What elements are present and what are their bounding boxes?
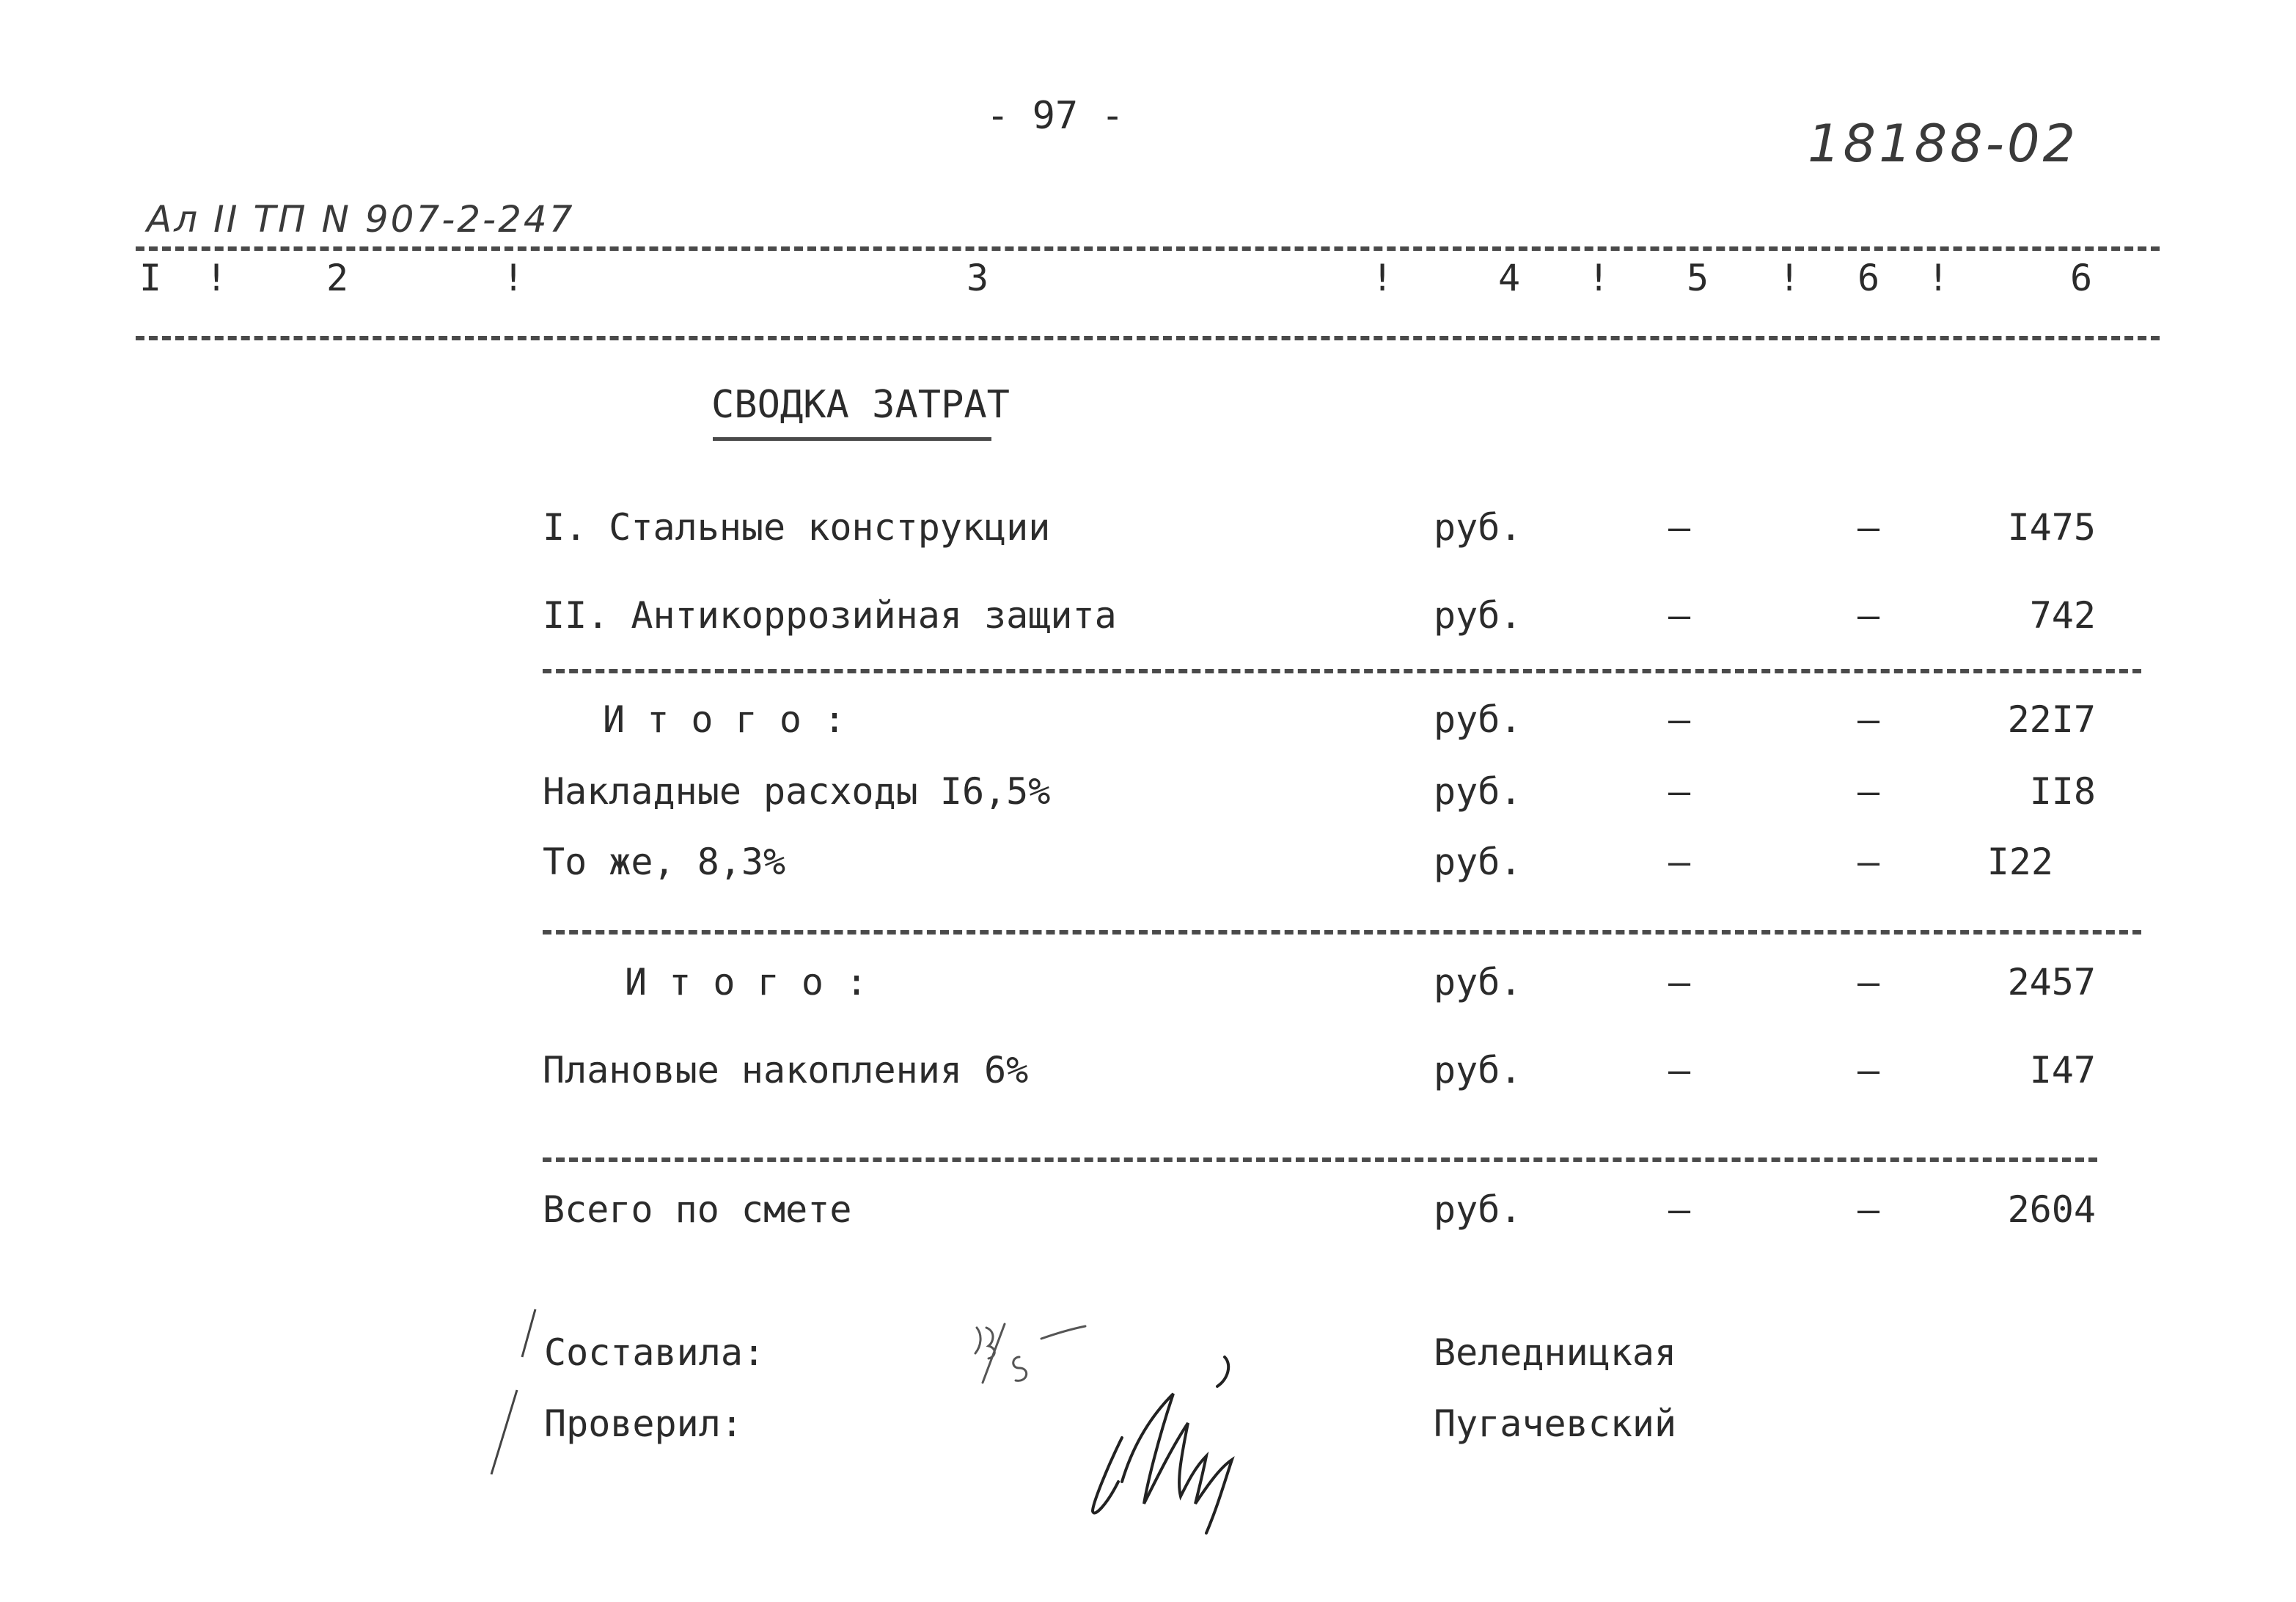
row-label: II. Антикоррозийная защита: [543, 594, 1117, 637]
row-label: То же, 8,3%: [543, 841, 786, 883]
row-col5: –: [1668, 770, 1691, 813]
row-label: Всего по смете: [543, 1188, 852, 1231]
row-col5: –: [1668, 594, 1691, 637]
row-value: 742: [2029, 594, 2096, 637]
column-header-2: 2: [326, 257, 349, 299]
column-header-4: 4: [1498, 257, 1521, 299]
row-value: 2457: [2007, 961, 2096, 1003]
checked-name: Пугачевский: [1434, 1402, 1677, 1445]
column-separator: !: [1588, 257, 1610, 299]
row-label: И т о г о :: [603, 698, 846, 741]
column-separator: !: [1371, 257, 1394, 299]
composed-name: Веледницкая: [1434, 1331, 1677, 1374]
row-value: 22I7: [2007, 698, 2096, 741]
column-header-5: 5: [1687, 257, 1709, 299]
column-separator: !: [502, 257, 525, 299]
column-header-6: 6: [1857, 257, 1880, 299]
row-col5: –: [1668, 841, 1691, 883]
initials-mark: [961, 1313, 1093, 1401]
row-col5: –: [1668, 506, 1691, 549]
row-unit: руб.: [1434, 698, 1522, 741]
row-unit: руб.: [1434, 1049, 1522, 1091]
row-col6: –: [1857, 770, 1880, 813]
column-separator: !: [205, 257, 228, 299]
row-col6: –: [1857, 1188, 1880, 1231]
title-underline: [713, 437, 991, 441]
composed-label: Составила:: [544, 1331, 766, 1374]
row-col6: –: [1857, 1049, 1880, 1091]
row-unit: руб.: [1434, 961, 1522, 1003]
header-bottom-rule: [136, 336, 2160, 340]
column-header-3: 3: [967, 257, 989, 299]
subtotal-rule: [543, 930, 2141, 934]
stamp-number: 18188-02: [1808, 114, 2079, 174]
row-col6: –: [1857, 594, 1880, 637]
column-header-1: I: [139, 257, 162, 299]
row-col6: –: [1857, 841, 1880, 883]
page-number: - 97 -: [986, 94, 1124, 138]
row-unit: руб.: [1434, 1188, 1522, 1231]
row-label: И т о г о :: [625, 961, 868, 1003]
header-top-rule: [136, 246, 2160, 251]
row-col6: –: [1857, 506, 1880, 549]
tick-mark-icon: [484, 1386, 528, 1482]
row-label: Накладные расходы I6,5%: [543, 770, 1051, 813]
column-header-7: 6: [2070, 257, 2093, 299]
row-col6: –: [1857, 698, 1880, 741]
row-col5: –: [1668, 698, 1691, 741]
archive-reference: Ал II ТП N 907-2-247: [147, 198, 575, 241]
checked-label: Проверил:: [544, 1402, 743, 1445]
row-value: 2604: [2007, 1188, 2096, 1231]
row-col5: –: [1668, 1188, 1691, 1231]
column-separator: !: [1778, 257, 1801, 299]
signature-scribble: [1078, 1335, 1269, 1540]
row-value: II8: [2029, 770, 2096, 813]
row-value: I22: [1987, 841, 2053, 883]
row-unit: руб.: [1434, 770, 1522, 813]
row-col6: –: [1857, 961, 1880, 1003]
row-unit: руб.: [1434, 841, 1522, 883]
row-unit: руб.: [1434, 506, 1522, 549]
row-value: I475: [2007, 506, 2096, 549]
total-rule: [543, 1157, 2097, 1162]
section-title: СВОДКА ЗАТРАТ: [711, 383, 1010, 427]
row-label: I. Стальные конструкции: [543, 506, 1051, 549]
tick-mark-icon: [513, 1306, 543, 1364]
column-separator: !: [1927, 257, 1950, 299]
row-col5: –: [1668, 961, 1691, 1003]
row-value: I47: [2029, 1049, 2096, 1091]
row-col5: –: [1668, 1049, 1691, 1091]
subtotal-rule: [543, 669, 2141, 673]
row-label: Плановые накопления 6%: [543, 1049, 1029, 1091]
row-unit: руб.: [1434, 594, 1522, 637]
